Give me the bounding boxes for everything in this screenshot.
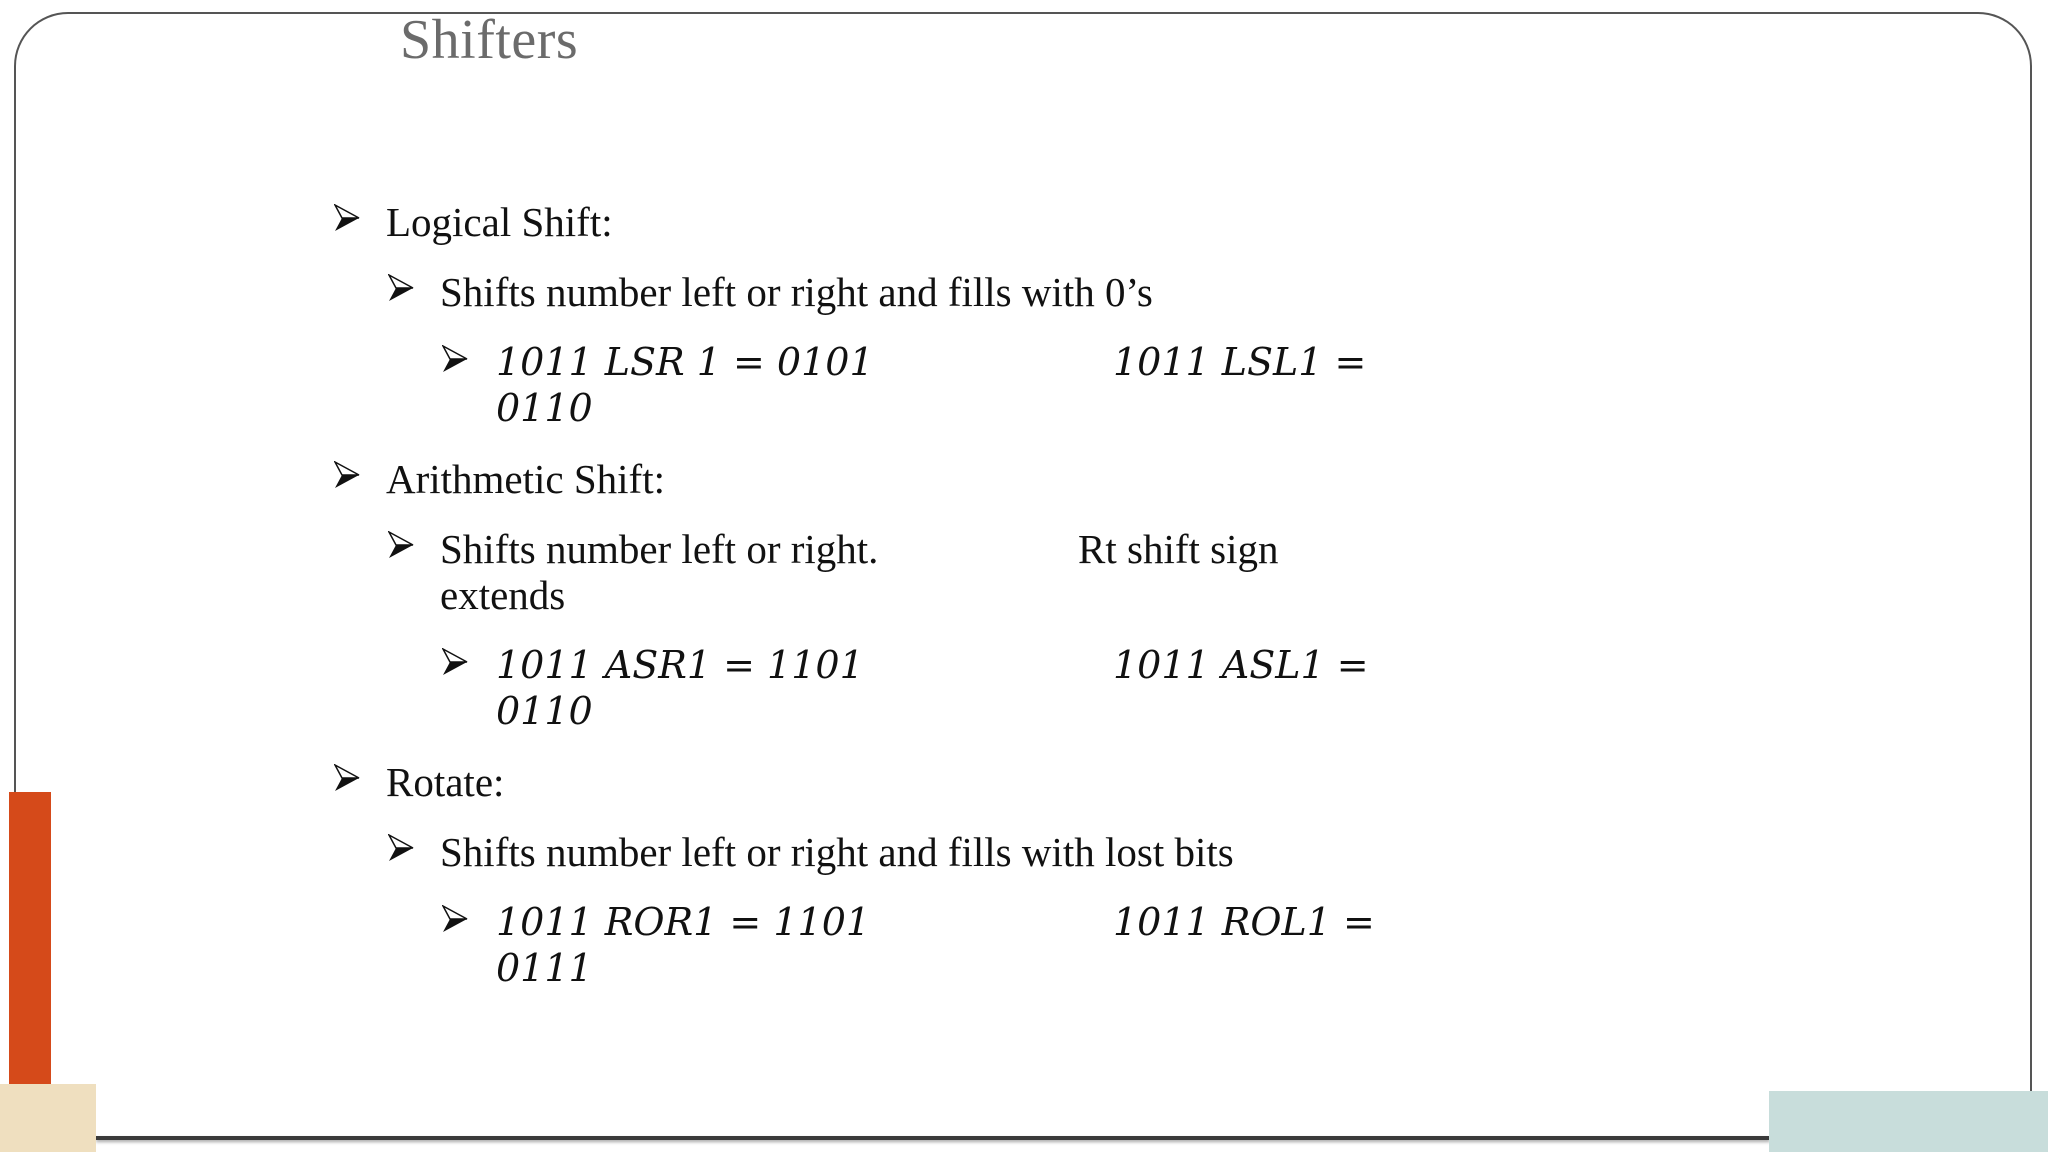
accent-block-tan	[0, 1084, 96, 1152]
accent-block-teal	[1769, 1091, 2048, 1152]
arrow-bullet-icon	[388, 274, 414, 302]
example-continuation: 0111	[496, 946, 593, 990]
example-continuation: 0110	[496, 386, 593, 430]
arrow-bullet-icon	[334, 204, 360, 232]
arrow-bullet-icon	[334, 764, 360, 792]
example-right: 1011 ROL1 =	[1113, 900, 1375, 944]
example-right: 1011 ASL1 =	[1113, 643, 1369, 687]
arrow-bullet-icon	[442, 345, 468, 373]
section-description: Shifts number left or right and fills with 0’s	[440, 269, 1153, 315]
section-description: Shifts number left or right.	[440, 526, 879, 572]
bottom-rule	[96, 1136, 1770, 1140]
accent-bar-orange	[9, 792, 51, 1084]
example-left: 1011 ASR1 = 1101	[496, 643, 864, 687]
slide-frame	[14, 12, 2032, 1136]
arrow-bullet-icon	[388, 531, 414, 559]
section-heading: Arithmetic Shift:	[386, 456, 665, 502]
section-description-right: Rt shift sign	[1078, 526, 1279, 572]
example-right: 1011 LSL1 =	[1113, 340, 1367, 384]
section-heading: Logical Shift:	[386, 199, 613, 245]
section-description-continuation: extends	[440, 572, 566, 618]
arrow-bullet-icon	[388, 834, 414, 862]
example-left: 1011 LSR 1 = 0101	[496, 340, 874, 384]
section-heading: Rotate:	[386, 759, 505, 805]
example-left: 1011 ROR1 = 1101	[496, 900, 871, 944]
arrow-bullet-icon	[442, 905, 468, 933]
arrow-bullet-icon	[334, 461, 360, 489]
section-description: Shifts number left or right and fills with lost bits	[440, 829, 1234, 875]
slide-title: Shifters	[400, 9, 579, 71]
arrow-bullet-icon	[442, 648, 468, 676]
example-continuation: 0110	[496, 689, 593, 733]
